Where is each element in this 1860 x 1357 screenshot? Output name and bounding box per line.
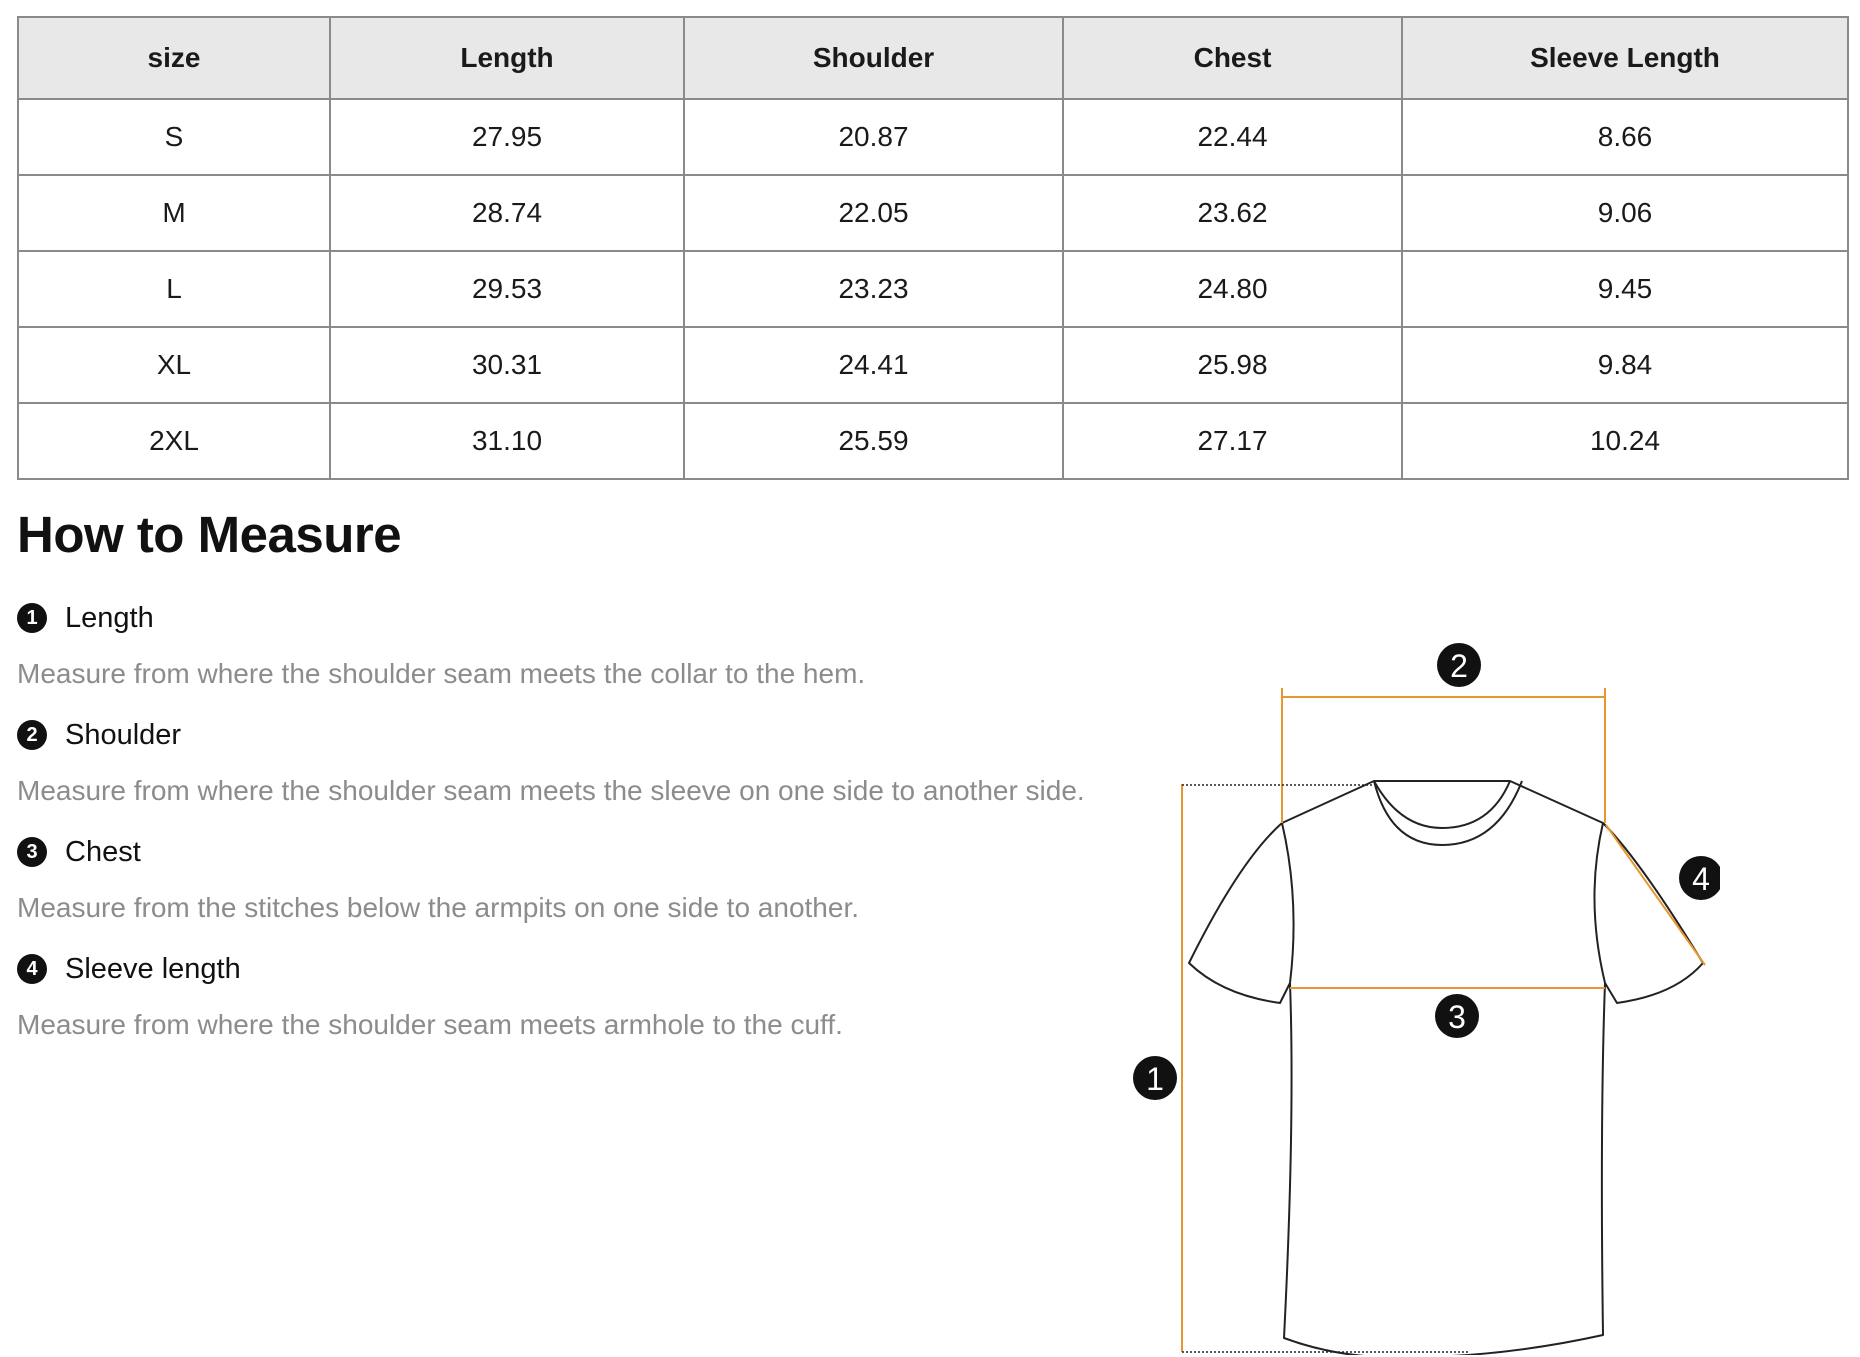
callout-badge-1-icon xyxy=(1133,1056,1177,1100)
table-header-row xyxy=(18,17,1848,99)
callout-badge-2-icon xyxy=(1437,643,1481,687)
step-description: Measure from the stitches below the armpits on one side to another. xyxy=(17,892,860,923)
table-cell: 9.06 xyxy=(1402,175,1848,251)
number-badge-icon: 3 xyxy=(17,837,47,867)
table-row xyxy=(18,99,1848,175)
step-description: Measure from where the shoulder seam meets the sleeve on one side to another side. xyxy=(17,775,1085,806)
table-cell: 31.10 xyxy=(330,403,684,479)
table-cell: 30.31 xyxy=(330,327,684,403)
table-cell: 27.95 xyxy=(330,99,684,175)
how-to-measure-title: How to Measure xyxy=(17,506,402,563)
table-cell: 2XL xyxy=(18,403,330,479)
step-label: Shoulder xyxy=(65,718,182,751)
table-cell: 23.62 xyxy=(1063,175,1402,251)
column-header-chest: Chest xyxy=(1063,17,1402,99)
table-cell: 23.23 xyxy=(684,251,1063,327)
column-header-length: Length xyxy=(330,17,684,99)
step-description: Measure from where the shoulder seam meets armhole to the cuff. xyxy=(17,1009,843,1040)
number-badge-icon: 4 xyxy=(17,954,47,984)
table-cell: 28.74 xyxy=(330,175,684,251)
table-cell: 24.41 xyxy=(684,327,1063,403)
table-cell: 25.59 xyxy=(684,403,1063,479)
table-cell: 22.05 xyxy=(684,175,1063,251)
number-badge-icon: 1 xyxy=(17,603,47,633)
step-label: Sleeve length xyxy=(65,952,241,985)
table-cell: XL xyxy=(18,327,330,403)
svg-text:4: 4 xyxy=(1692,861,1710,897)
column-header-sleeve-length: Sleeve Length xyxy=(1402,17,1848,99)
table-cell: 22.44 xyxy=(1063,99,1402,175)
table-cell: L xyxy=(18,251,330,327)
table-cell: 29.53 xyxy=(330,251,684,327)
number-badge-icon: 2 xyxy=(17,720,47,750)
table-row xyxy=(18,403,1848,479)
table-row xyxy=(18,251,1848,327)
table-cell: 24.80 xyxy=(1063,251,1402,327)
svg-text:2: 2 xyxy=(1450,648,1468,684)
svg-text:3: 3 xyxy=(1448,999,1466,1035)
svg-text:1: 1 xyxy=(1146,1061,1164,1097)
table-cell: 10.24 xyxy=(1402,403,1848,479)
measure-step-shoulder xyxy=(17,715,1085,807)
table-cell: 9.45 xyxy=(1402,251,1848,327)
table-cell: 8.66 xyxy=(1402,99,1848,175)
table-cell: M xyxy=(18,175,330,251)
measure-step-chest xyxy=(17,832,859,924)
measure-step-sleeve-length xyxy=(17,949,843,1041)
size-chart-table xyxy=(17,16,1849,480)
callout-badge-3-icon xyxy=(1435,994,1479,1038)
step-description: Measure from where the shoulder seam meets the collar to the hem. xyxy=(17,658,866,689)
t-shirt-icon xyxy=(1189,781,1703,1355)
column-header-size: size xyxy=(18,17,330,99)
table-cell: 9.84 xyxy=(1402,327,1848,403)
table-row xyxy=(18,327,1848,403)
step-label: Chest xyxy=(65,835,141,868)
table-cell: 25.98 xyxy=(1063,327,1402,403)
table-cell: S xyxy=(18,99,330,175)
table-row xyxy=(18,175,1848,251)
column-header-shoulder: Shoulder xyxy=(684,17,1063,99)
callout-badge-4-icon xyxy=(1679,856,1720,900)
table-cell: 27.17 xyxy=(1063,403,1402,479)
t-shirt-measurement-diagram xyxy=(1100,640,1720,1355)
table-cell: 20.87 xyxy=(684,99,1063,175)
measure-step-length xyxy=(17,598,865,690)
step-label: Length xyxy=(65,601,154,634)
